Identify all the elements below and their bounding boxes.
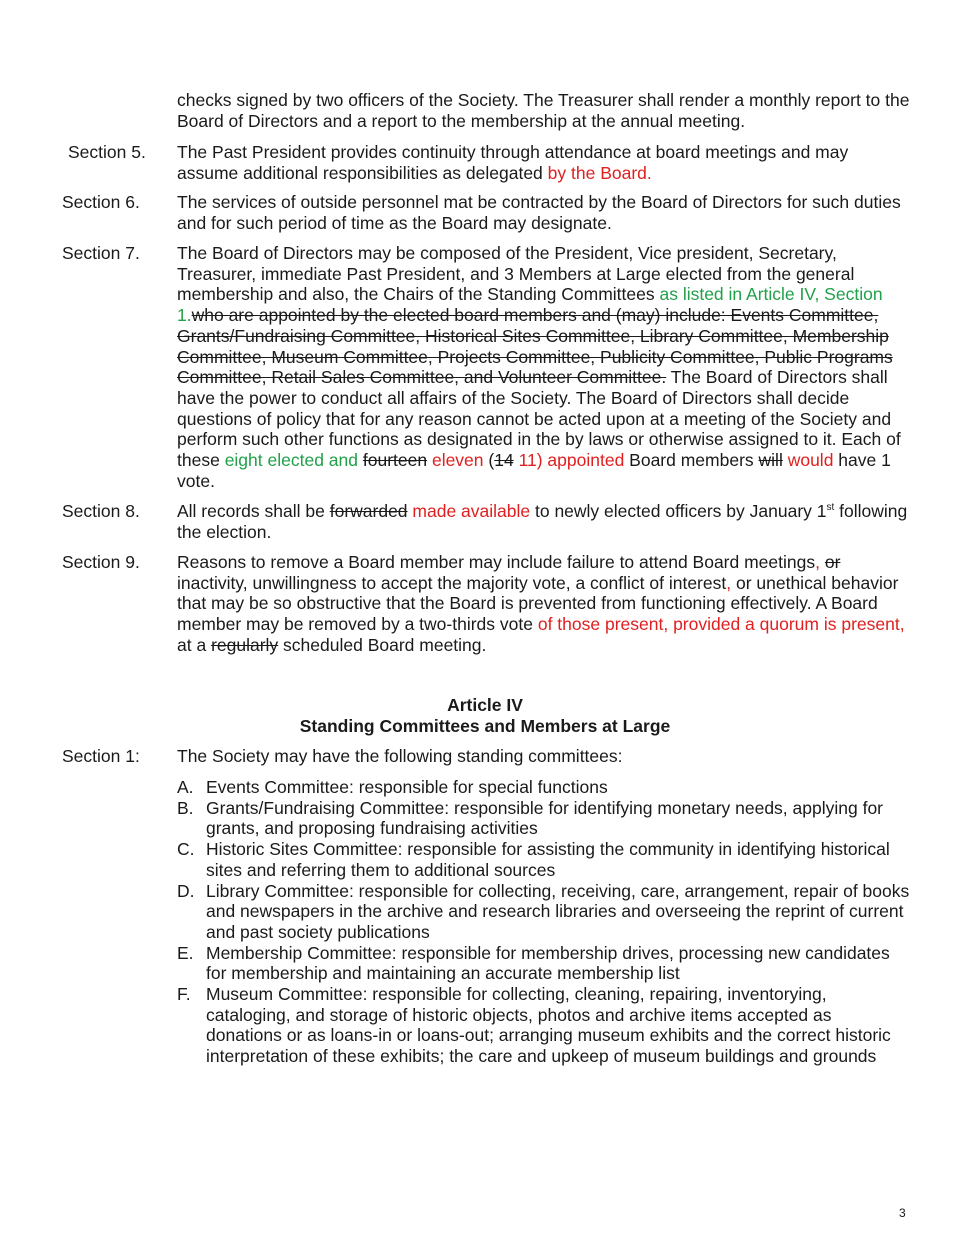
list-item-text: Historic Sites Committee: responsible for assisting the community in identifying historical sites and referring them to additional sources (206, 839, 890, 880)
section-8-text (177, 501, 912, 542)
section-8-label: Section 8. (62, 501, 140, 521)
section-9-deleted-regularly: regularly (211, 634, 279, 655)
list-item-text: Membership Committee: responsible for membership drives, processing new candidates for membership and maintaining an accurate membership list (206, 942, 890, 984)
list-item-text: Library Committee: responsible for collecting, receiving, care, arrangement, repair of books and newspapers in the archive and research libraries and overseeing the reprint of current and past society publications (206, 880, 910, 942)
section-7-deleted-will: will (758, 450, 783, 471)
list-item-letter: A. (177, 777, 194, 797)
list-item (177, 984, 912, 1067)
section-8-part-2: to newly elected officers by January 1 (530, 501, 827, 521)
section-6-label: Section 6. (62, 192, 140, 212)
section-8-superscript: st (826, 502, 835, 514)
section-7-label: Section 7. (62, 243, 140, 263)
section-7-part-1: The Board of Directors may be composed of the President, Vice president, Secretary, Treasurer, immediate Past President, and 3 Members at Large elected from the general membership and also, the Chairs of the Standing Committees (177, 243, 855, 305)
section-9-added-comma-2: , (726, 572, 732, 593)
list-item (177, 798, 912, 839)
section-8-part-1: All records shall be (177, 501, 330, 521)
list-item (177, 881, 912, 943)
section-7-paren: ( (483, 450, 495, 471)
section-9-text (177, 552, 912, 656)
list-item-text: Grants/Fundraising Committee: responsible for identifying monetary needs, applying for grants, and proposing fundraising activities (206, 797, 884, 839)
page-number: 3 (899, 1206, 906, 1220)
section-8-deleted-forwarded: forwarded (329, 501, 408, 521)
section-9-added-quorum-clause: of those present, provided a quorum is present, (537, 614, 905, 635)
section-5-added-text: by the Board. (547, 162, 652, 183)
section-9-deleted-or: or (824, 552, 841, 572)
list-item (177, 943, 912, 984)
article-section-1-text: The Society may have the following standing committees: (177, 746, 623, 766)
section-7-added-would: would (782, 450, 834, 471)
section-7-added-eight-elected: eight elected and (224, 450, 358, 471)
list-item-letter: B. (177, 797, 194, 818)
section-7-added-reference: as listed in Article IV, Section 1. (177, 284, 883, 326)
section-7-deleted-14: 14 (494, 450, 514, 471)
section-9-part-3: or unethical behavior that may be so obstructive that the Board is prevented from functioning effectively. A Board member may be removed by a two-thirds vote (177, 572, 899, 635)
section-9-part-1: Reasons to remove a Board member may include failure to attend Board meetings (177, 552, 816, 572)
list-item-letter: F. (177, 984, 191, 1005)
section-5-text (177, 142, 912, 183)
section-9-part-5: scheduled Board meeting. (278, 634, 487, 655)
section-7-text (177, 243, 912, 491)
section-6-text: The services of outside personnel mat be contracted by the Board of Directors for such duties and for such period of time as the Board may designate. (177, 192, 901, 233)
list-item (177, 777, 912, 798)
article-subtitle: Standing Committees and Members at Large (299, 716, 671, 736)
committee-list (177, 777, 912, 1067)
section-9-added-comma-1: , (815, 552, 820, 572)
list-item-letter: D. (177, 880, 195, 901)
continued-paragraph: checks signed by two officers of the Society. The Treasurer shall render a monthly report to the Board of Directors and a report to the membership at the annual meeting. (177, 90, 910, 131)
list-item (177, 839, 912, 880)
section-7-part-2: The Board of Directors shall have the power to conduct all affairs of the Society. The Board of Directors shall decide questions of policy that for any reason cannot be acted upon at a meeting of the Society and perform such other functions as designated in the by laws or otherwise assigned to it. Each of these (177, 367, 901, 471)
section-7-deleted-fourteen: fourteen (362, 450, 428, 471)
section-5-body: The Past President provides continuity through attendance at board meetings and may assume additional responsibilities as delegated (177, 142, 849, 183)
list-item-text: Events Committee: responsible for special functions (206, 777, 608, 797)
section-8-part-3: following the election. (177, 501, 908, 542)
section-5-label: Section 5. (68, 142, 146, 162)
section-7-part-4: Board members (624, 450, 759, 471)
article-title: Article IV (447, 695, 523, 715)
section-7-part-5: have 1 vote. (177, 450, 891, 491)
section-7-added-eleven: eleven (427, 450, 484, 471)
list-item-letter: C. (177, 839, 195, 860)
section-7-added-11-appointed: 11) appointed (513, 450, 625, 471)
list-item-text: Museum Committee: responsible for collecting, cleaning, repairing, inventorying, cataloging, and storage of historic objects, photos and archive items accepted as donations or as loans-in or loans-out; arranging museum exhibits and the correct historic interpretation of these exhibits; the care and upkeep of museum buildings and grounds (206, 984, 891, 1067)
section-9-label: Section 9. (62, 552, 140, 572)
list-item-letter: E. (177, 942, 194, 963)
section-7-deleted-committee-list: who are appointed by the elected board members and (may) include: Events Committee, Grants/Fundraising Committee, Historical Sites Committee, Library Committee, Membership Committee, Museum Committee, Projects Committee, Publicity Committee, Public Programs Committee, Retail Sales Committee, and Volunteer Committee. (177, 305, 893, 388)
section-8-added-made-available: made available (407, 501, 531, 521)
article-section-1-label: Section 1: (62, 746, 140, 766)
section-9-part-4: at a (177, 634, 212, 655)
section-9-part-2: inactivity, unwillingness to accept the majority vote, a conflict of interest (177, 572, 727, 593)
